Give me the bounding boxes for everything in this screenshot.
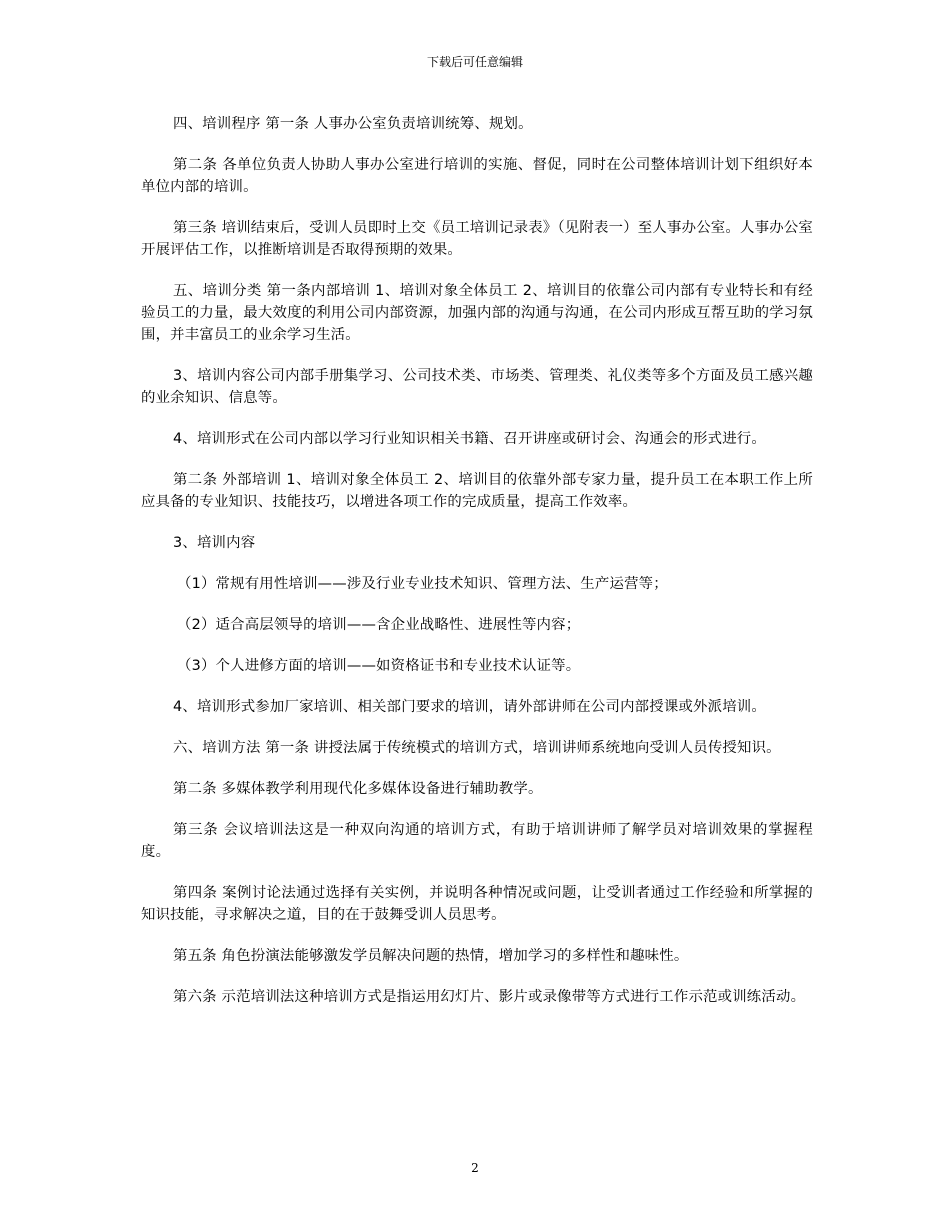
paragraph: 第二条 多媒体教学利用现代化多媒体设备进行辅助教学。 (173, 781, 543, 797)
paragraph: 3、培训内容 (173, 535, 256, 551)
paragraph: 第三条 培训结束后，受训人员即时上交《员工培训记录表》（见附表一）至人事办公室。人事办公室开展评估工作，以推断培训是否取得预期的效果。 (141, 220, 813, 258)
paragraph: 第五条 角色扮演法能够激发学员解决问题的热情，增加学习的多样性和趣味性。 (173, 948, 689, 964)
paragraph-training-categories: 五、培训分类 第一条内部培训 1、培训对象全体员工 2、培训目的依靠公司内部有专业特长和有经验员工的力量，最大效度的利用公司内部资源，加强内部的沟通与沟通，在公司内形成互帮互助的学习氛围，并丰富员工的业余学习生活。 (141, 283, 813, 343)
page-header: 下载后可任意编辑 (426, 55, 523, 69)
paragraph: 第三条 会议培训法这是一种双向沟通的培训方式，有助于培训讲师了解学员对培训效果的掌握程度。 (141, 822, 813, 860)
paragraph-external-training: 第二条 外部培训 1、培训对象全体员工 2、培训目的依靠外部专家力量，提升员工在本职工作上所应具备的专业知识、技能技巧，以增进各项工作的完成质量，提高工作效率。 (141, 472, 813, 510)
document-body (141, 113, 813, 1027)
paragraph: 4、培训形式在公司内部以学习行业知识相关书籍、召开讲座或研讨会、沟通会的形式进行。 (173, 431, 766, 447)
list-item: （1）常规有用性培训——涉及行业专业技术知识、管理方法、生产运营等； (177, 576, 668, 592)
list-item: （2）适合高层领导的培训——含企业战略性、进展性等内容； (177, 617, 581, 633)
paragraph: 第二条 各单位负责人协助人事办公室进行培训的实施、督促，同时在公司整体培训计划下组织好本单位内部的培训。 (141, 157, 813, 195)
paragraph-training-methods: 六、培训方法 第一条 讲授法属于传统模式的培训方式，培训讲师系统地向受训人员传授知识。 (173, 740, 781, 756)
paragraph: 第四条 案例讨论法通过选择有关实例，并说明各种情况或问题，让受训者通过工作经验和所掌握的知识技能，寻求解决之道，目的在于鼓舞受训人员思考。 (141, 885, 813, 923)
paragraph: 3、培训内容公司内部手册集学习、公司技术类、市场类、管理类、礼仪类等多个方面及员工感兴趣的业余知识、信息等。 (141, 368, 813, 406)
page-number: 2 (471, 1161, 479, 1175)
paragraph-training-procedure: 四、培训程序 第一条 人事办公室负责培训统筹、规划。 (173, 116, 533, 132)
paragraph: 第六条 示范培训法这种培训方式是指运用幻灯片、影片或录像带等方式进行工作示范或训练活动。 (173, 989, 806, 1005)
paragraph: 4、培训形式参加厂家培训、相关部门要求的培训，请外部讲师在公司内部授课或外派培训。 (173, 699, 766, 715)
list-item: （3）个人进修方面的培训——如资格证书和专业技术认证等。 (177, 658, 581, 674)
